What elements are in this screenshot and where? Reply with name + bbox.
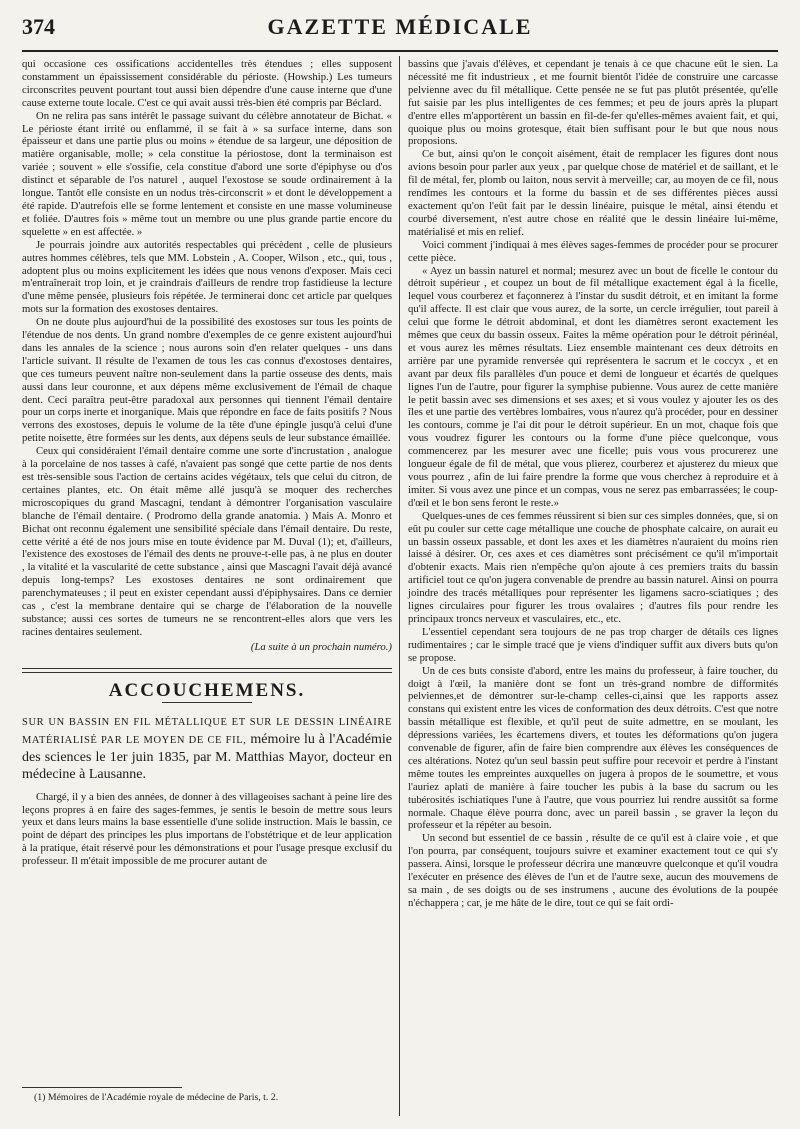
running-title: GAZETTE MÉDICALE — [267, 14, 533, 39]
title-underline — [162, 702, 252, 703]
paragraph: Ce but, ainsi qu'on le conçoit aisément, était de remplacer les figures dont nous avions besoin pour parler aux yeux , par quelque chose de matériel et de saillant, et le fil de métal, fer, plomb ou laiton, nous servit à merveille; car, au moyen de ce fil, nous rendîmes les contours et la forme du bassin et de ses différentes pièces aussi exactement qu'on l'eût fait par le dessin linéaire, puisque le métal, ainsi étendu et courbé diversement, n'est autre chose en réalité que le dessin linéaire lui-même, matérialisé et mis en relief. — [408, 148, 778, 238]
paragraph: On ne doute plus aujourd'hui de la possibilité des exostoses sur tous les points de l'étendue de nos dents. Un grand nombre d'exemples de ce genre existent aujourd'hui dans les annales de la science ; nous aurons soin d'en relater quelques - uns dans l'article suivant. Il résulte de l'examen de tous les cas connus d'exostoses dentaires, que ces tumeurs peuvent naître non-seulement dans la partie osseuse des dents, mais aussi dans leur couronne, et aux dépens même exclusivement de l'émail de chaque dent. Ceci paraîtra peut-être paradoxal aux personnes qui tiennent l'émail dentaire pour un corps inerte et inorganique. Mais que répondre en face de faits positifs ? Nous verrons des exostoses, depuis le volume de la tête d'une épingle jusqu'à celui d'une petite noisette, être formées sur les dents, aux dépens seuls de leur substance émaillée. — [22, 316, 392, 445]
page-number: 374 — [22, 14, 55, 39]
paragraph: qui occasione ces ossifications accidentelles très étendues ; elles supposent constamment un épaississement considérable du périoste. (Howship.) Les tumeurs circonscrites peuvent pourtant tout aussi bien dépendre d'une cause interne que d'une cause externe toute locale. C'est ce qui avait aussi très-bien été compris par Béclard. — [22, 58, 392, 109]
paragraph: bassins que j'avais d'élèves, et cependant je tenais à ce que chacune eût le sien. La nécessité me fit industrieux , et me fournit bientôt l'idée de construire une carcasse pelvienne avec du fil métallique. Cette pensée ne se fut pas plutôt présentée, qu'elle fut saisie par les plus intelligentes de ces femmes; et peu de jours après la plupart d'entre elles m'apportèrent un bassin en fil-de-fer qu'elles-mêmes avaient fait, et qui, quoique plus ou moins grotesque, était bien suffisant pour le but que nous nous proposions. — [408, 58, 778, 148]
article-title-smallcaps: SUR UN BASSIN EN FIL MÉTALLIQUE ET SUR LE DESSIN LINÉAIRE MATÉRIALISÉ PAR LE MOYEN DE CE FIL, — [22, 716, 392, 746]
paragraph: « Ayez un bassin naturel et normal; mesurez avec un bout de ficelle le contour du détroit supérieur , et coupez un bout de fil métallique exactement égal à la ficelle, lequel vous courberez et façonnerez à l'instar du susdit détroit, et en imitant la forme qu'il affecte. Il est clair que vous aurez, de la sorte, un cercle irrégulier, tout pareil à celui que forme le détroit abdominal, et dont les diamètres seront exactement les mêmes que ceux du bassin osseux. Faites la même opération pour le détroit périnéal, et vous aurez les mêmes résultats. Liez ensemble maintenant ces deux détroits en arrière par une pyramide renversée qui représentera le sacrum et le coccyx , et en avant par deux fils parallèles d'un pouce et demi de longueur et écartés de quelques lignes l'un de l'autre, pour figurer la symphise pubienne. Vous aurez de cette manière le petit bassin avec ses dimensions et ses axes; et si vous voulez y ajouter les os des îles et une partie des vertèbres lombaires, vous n'aurez qu'à procéder, pour en dessiner les contours, comme je l'ai dit pour le détroit supérieur. En un mot, chaque fois que vous voudrez figurer les contours ou la forme d'une pièce quelconque, vous commencerez par les mesurer avec une ficelle; puis vous vous procurerez une longueur égale de fil de métal, que vous plierez, courberez et ajusterez du mieux que vous pourrez , afin de lui faire prendre la forme que vous cherchez à reproduire et à imiter. Si vous avez une pince et un compas, vous ne serez pas embarrassées; le coup-d'œil et le bon sens feront le reste.» — [408, 264, 778, 509]
article-title — [22, 713, 392, 783]
paragraph: Un de ces buts consiste d'abord, entre les mains du professeur, à faire toucher, du doigt à l'œil, la manière dont se font un très-grand nombre de difformités pelviennes,et de démontrer sur-le-champ celles-ci,ainsi que les rapports assez constans qui existent entre les vices de conformation des deux détroits. C'est que notre bassin métallique est flexible, et qu'il peut de suite admettre, en se moulant, les dépressions variées, les écartemens divers, et toutes les déformations qu'on jugera convenable de figurer, afin de faire bien comprendre aux élèves les conséquences de ces altérations. Notez qu'un seul bassin peut suffire pour recevoir et perdre à l'instant même toutes les empreintes auxquelles on jugera à propos de le soumettre, et vous l'auriez aplati de manière à faire toucher les pubis à la base du sacrum ou les tubérosités ischiatiques l'une à l'autre, que vous pourriez lui rendre aussitôt sa forme normale. Chaque élève pourra donc, avec un pareil bassin , se graver la leçon du professeur et la répéter au besoin. — [408, 664, 778, 832]
paragraph: Je pourrais joindre aux autorités respectables qui précèdent , celle de plusieurs autres hommes célèbres, tels que MM. Lobstein , A. Cooper, Wilson , etc., qui, tous , adoptent plus ou moins explicitement les idées que nous venons d'exposer. Mais ceci m'entraînerait trop loin, et je craindrais d'ailleurs de rendre trop fastidieuse la lecture d'une même pensée, plusieurs fois répétée. Je terminerai donc cet article par quelques mots sur la formation des exostoses dentaires. — [22, 238, 392, 316]
paragraph: Un second but essentiel de ce bassin , résulte de ce qu'il est à claire voie , et que l'on pourra, par conséquent, toujours suivre et examiner exactement tout ce qui s'y passera. Ainsi, lorsque le professeur décrira une manœuvre quelconque et qu'il voudra l'exécuter en présence des élèves de l'un et de l'autre sexe, aucun des mouvemens de sa main , de ses doigts ou de ses instrumens , aucune des évolutions de la poupée n'échappera ; car, je me hâte de le dire, tout ce qui se fait ordi- — [408, 832, 778, 909]
section-rule-bottom — [22, 672, 392, 673]
paragraph: Chargé, il y a bien des années, de donner à des villageoises sachant à peine lire des leçons propres à en faire des sages-femmes, je sentis le besoin de mettre sous leurs yeux et dans leurs mains la base essentielle d'une solide instruction. Mais le bassin, ce point de départ des principes les plus importans de l'obstétrique et de leur application à la pratique, était réservé pour les démonstrations et pour l'usage presque exclusif du professeur. Il m'était impossible de me procurer autant de — [22, 790, 392, 868]
left-column — [22, 58, 392, 868]
column-divider — [399, 56, 400, 1116]
header-rule — [22, 50, 778, 52]
article-title-rest: mémoire lu à l'Académie des sciences le 1er juin 1835, par M. Matthias Mayor, docteur en médecine à Lausanne. — [22, 731, 393, 782]
paragraph: Voici comment j'indiquai à mes élèves sages-femmes de procéder pour se procurer cette pièce. — [408, 238, 778, 264]
continued-note: (La suite à un prochain numéro.) — [250, 640, 392, 653]
page-header — [22, 14, 778, 54]
section-rule-top — [22, 668, 392, 669]
footnote: (1) Mémoires de l'Académie royale de médecine de Paris, t. 2. — [34, 1092, 279, 1103]
paragraph: Quelques-unes de ces femmes réussirent si bien sur ces simples données, que, si on eût pu couler sur cette cage métallique une couche de phosphate calcaire, on aurait eu un bassin osseux passable, et dont les axes et les diamètres n'auraient du moins rien laissé à désirer. Or, ces axes et ces diamètres sont précisément ce qu'il m'importait d'obtenir exacts. Mais rien n'empêche qu'on ajoute à ces premiers traits du bassin artificiel tout ce qu'on jugera convenable de prendre au bassin naturel. Ainsi on pourra joindre des tracés métalliques pour représenter les ligamens sacro-sciatiques ; des lignes circulaires pour figurer les trous ovalaires ; d'autres fils pour rendre les principaux troncs nerveux et vasculaires, etc., etc. — [408, 509, 778, 625]
paragraph: On ne relira pas sans intérêt le passage suivant du célèbre annotateur de Bichat. « Le périoste étant irrité ou enflammé, il se fait à » sa surface interne, dans son épaisseur et dans une partie plus ou moins » étendue de sa largeur, une déposition de matière organisable, molle; » cela constitue la périostose, dont la terminaison est variée ; souvent » elle s'ossifie, cela constitue d'abord une sorte d'épiphyse ou d'os distinct et séparable de l'os naturel , auquel l'exostose se soude ordinairement à la longue. Tantôt elle consiste en un nodus très-circonscrit » et dont le développement a été rapide. D'autrefois elle se forme lentement et consiste en une masse volumineuse et foliée. D'autres fois » même tout un membre ou une plus grande partie encore du squelette » en est affectée. » — [22, 109, 392, 238]
section-title: ACCOUCHEMENS. — [108, 679, 306, 701]
paragraph: Ceux qui considéraient l'émail dentaire comme une sorte d'incrustation , analogue à la porcelaine de nos tasses à café, n'avaient pas songé que cette partie de nos dents est très-sensible sous l'action de certains acides végétaux, tels que celui du citron, de certaines plantes, etc. On était même allé jusqu'à se moquer des recherches microscopiques du grand Mascagni, tendant à démontrer l'organisation vasculaire blanche de l'émail dentaire. ( Prodromo della grande anatomia. ) Mais A. Monro et Bichat ont reconnu également une sensibilité spéciale dans l'émail dentaire. Du reste, cette vérité a été de nos jours mise en toute évidence par M. Duval (1); et, d'ailleurs, l'existence des exostoses de l'émail des dents ne prouve-t-elle pas, à ne plus en douter , la vitalité et la vascularité de cette substance , ainsi que Mascagni l'avait déjà avancé depuis long-temps? Les exostoses dentaires ne sont ordinairement que parenchymateuses ; il peut en exister cependant aussi d'épiphysaires. Dans ce dernier cas , c'est la membrane dentaire qui se charge de l'élaboration de la nouvelle substance; aussi ces sortes de tumeurs ne se rencontrent-elles alors que vers les racines dentaires seulement. — [22, 445, 392, 638]
footnote-rule — [22, 1087, 182, 1088]
paragraph: L'essentiel cependant sera toujours de ne pas trop charger de détails ces lignes rudimentaires ; car le simple tracé que je viens d'indiquer suffit aux divers buts qu'on se propose. — [408, 625, 778, 664]
right-column — [408, 58, 778, 910]
